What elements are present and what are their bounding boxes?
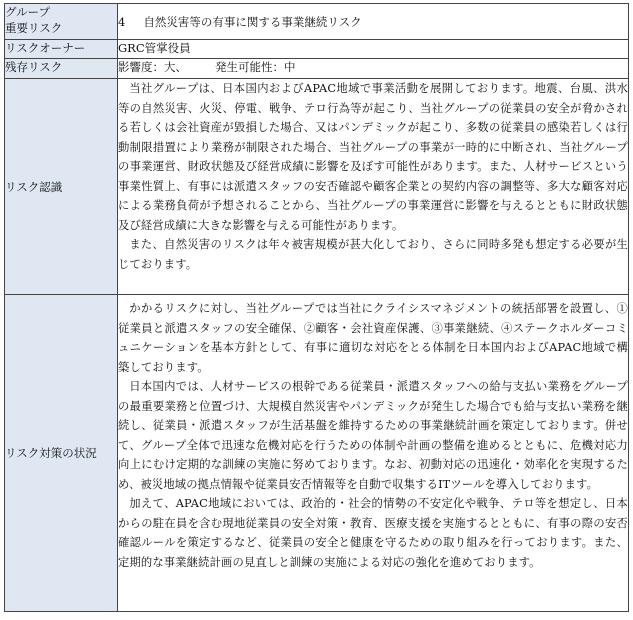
impact-level: 影響度：大、: [118, 60, 187, 74]
likelihood-level: 発生可能性：中: [215, 60, 296, 74]
table-row-risk-owner: [5, 40, 629, 59]
countermeasures-paragraph-3: 加えて、APAC地域においては、政治的・社会的情勢の不安定化や戦争、テロ等を想定し、日本からの駐在員を含む現地従業員の安全対策・教育、医療支援を実施するとともに、有事の際の安否確認ルールを策定するなど、従業員の安全と健康を守るための取り組みを行っております。また、定期的な事業継続計画の見直しと訓練の実施による対応の強化を進めております。: [118, 497, 628, 569]
risk-number: 4: [118, 14, 126, 29]
table-row-group-risk: [5, 4, 629, 40]
recognition-paragraph-2: また、自然災害のリスクは年々被害規模が甚大化しており、さらに同時多発も想定する必要が生じております。: [118, 238, 628, 271]
table-row-countermeasures: [5, 295, 629, 612]
risk-owner-value: GRC管掌役員: [118, 40, 629, 59]
residual-risk-value: [118, 59, 629, 79]
risk-owner-label: リスクオーナー: [5, 40, 118, 59]
countermeasures-text: [118, 295, 629, 612]
countermeasures-paragraph-2: 日本国内では、人材サービスの根幹である従業員・派遣スタッフへの給与支払い業務をグループの最重要業務と位置づけ、大規模自然災害やパンデミックが発生した場合でも給与支払い業務を継続し、従業員・派遣スタッフが生活基盤を維持するための事業継続計画を策定しております。併せて、グループ全体で迅速な危機対応を行うための体制や計画の整備を進めるとともに、危機対応力向上にむけ定期的な訓練の実施に努めております。なお、初動対応の迅速化・効率化を実現するため、被災地域の拠点情報や従業員安否情報等を自動で収集するITツールを導入しております。: [118, 380, 628, 491]
group-risk-label: [5, 4, 118, 40]
recognition-paragraph-1: 当社グループは、日本国内およびAPAC地域で事業活動を展開しております。地震、台風、洪水等の自然災害、火災、停電、戦争、テロ行為等が起こり、当社グループの従業員の安全が脅かされる若しくは会社資産が毀損した場合、又はパンデミックが起こり、多数の従業員の感染若しくは行動制限措置により業務が制限された場合、当社グループの事業が一時的に中断され、当社グループの事業運営、財政状態及び経営成績に影響を及ぼす可能性があります。また、人材サービスという事業性質上、有事には派遣スタッフの安否確認や顧客企業との契約内容の調整等、多大な顧客対応による業務負荷が予想されることから、当社グループの事業運営に影響を与えるとともに財政状態及び経営成績に大きな影響を与える可能性があります。: [118, 82, 628, 232]
group-risk-label-line1: グループ: [5, 5, 51, 19]
countermeasures-paragraph-1: かかるリスクに対し、当社グループでは当社にクライシスマネジメントの統括部署を設置し、①従業員と派遣スタッフの安全確保、②顧客・会社資産保護、③事業継続、④ステークホルダーコミュニケーションを基本方針として、有事に適切な対応をとる体制を日本国内およびAPAC地域で構築しております。: [118, 302, 628, 374]
residual-risk-label: 残存リスク: [5, 59, 118, 79]
table-row-residual-risk: [5, 59, 629, 79]
countermeasures-label: リスク対策の状況: [5, 295, 118, 612]
risk-table: [4, 3, 629, 612]
group-risk-value: [118, 4, 629, 40]
table-row-risk-recognition: [5, 79, 629, 295]
risk-title: 自然災害等の有事に関する事業継続リスク: [143, 14, 362, 29]
risk-recognition-text: [118, 79, 629, 295]
risk-recognition-label: リスク認識: [5, 79, 118, 295]
group-risk-label-line2: 重要リスク: [5, 21, 63, 35]
